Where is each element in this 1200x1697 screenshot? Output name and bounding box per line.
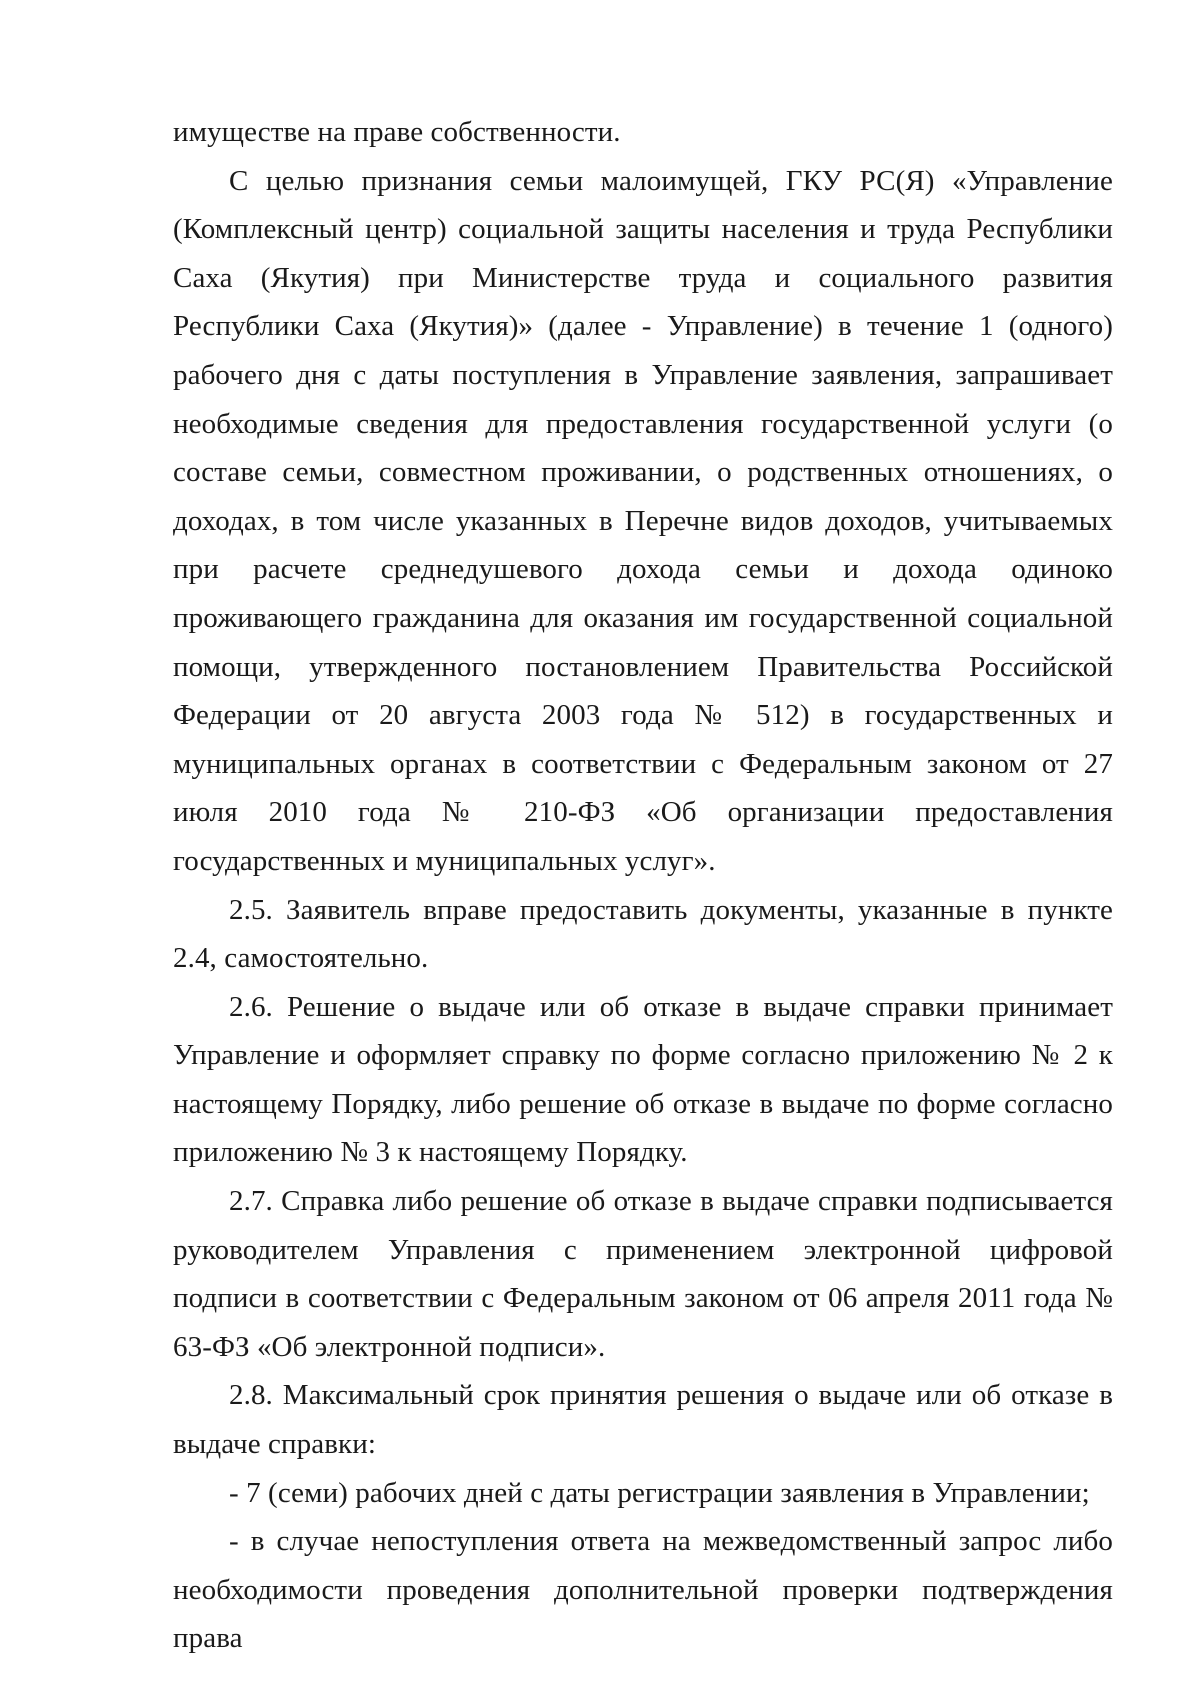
paragraph-2-7: 2.7. Справка либо решение об отказе в выдаче справки подписывается руководителем Управления с применением электронной цифровой подписи в соответствии с Федеральным законом от 06 апреля 2011 года № 63-ФЗ «Об электронной подписи». bbox=[173, 1185, 1113, 1363]
document-body bbox=[173, 108, 1113, 1663]
paragraph-continuation: имуществе на праве собственности. bbox=[173, 116, 621, 148]
paragraph-2-6: 2.6. Решение о выдаче или об отказе в выдаче справки принимает Управление и оформляет справку по форме согласно приложению № 2 к настоящему Порядку, либо решение об отказе в выдаче по форме согласно приложению № 3 к настоящему Порядку. bbox=[173, 990, 1113, 1169]
paragraph-2-8: 2.8. Максимальный срок принятия решения о выдаче или об отказе в выдаче справки: bbox=[173, 1379, 1113, 1461]
paragraph-2-8-item-a: - 7 (семи) рабочих дней с даты регистрации заявления в Управлении; bbox=[229, 1476, 1090, 1509]
paragraph-2-5: 2.5. Заявитель вправе предоставить документы, указанные в пункте 2.4, самостоятельно. bbox=[173, 893, 1113, 975]
paragraph-recognition: С целью признания семьи малоимущей, ГКУ РС(Я) «Управление (Комплексный центр) социальной защиты населения и труда Республики Саха (Якутия) при Министерстве труда и социального развития Республики Саха (Якутия)» (далее - Управление) в течение 1 (одного) рабочего дня с даты поступления в Управление заявления, запрашивает необходимые сведения для предоставления государственной услуги (о составе семьи, совместном проживании, о родственных отношениях, о доходах, в том числе указанных в Перечне видов доходов, учитываемых при расчете среднедушевого дохода семьи и дохода одиноко проживающего гражданина для оказания им государственной социальной помощи, утвержденного постановлением Правительства Российской Федерации от 20 августа 2003 года № 512) в государственных и муниципальных органах в соответствии с Федеральным законом от 27 июля 2010 года № 210-ФЗ «Об организации предоставления государственных и муниципальных услуг». bbox=[173, 164, 1113, 877]
paragraph-2-8-item-b: - в случае непоступления ответа на межведомственный запрос либо необходимости проведения дополнительной проверки подтверждения права bbox=[173, 1525, 1113, 1655]
